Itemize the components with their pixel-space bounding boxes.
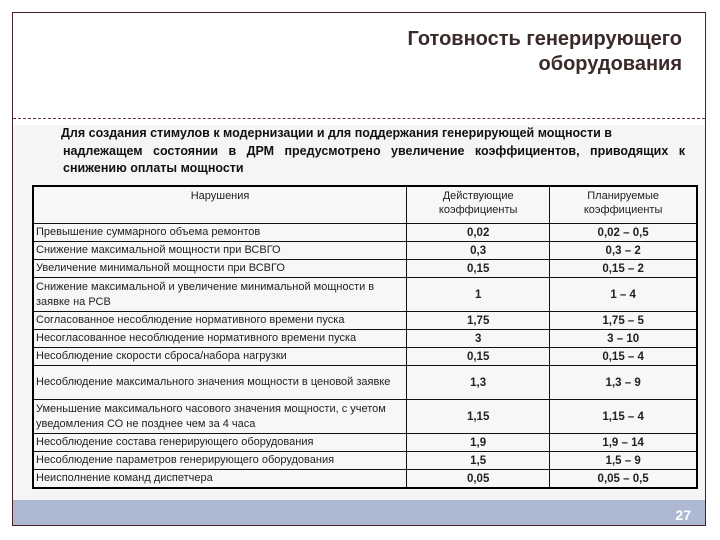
- planned-cell: 1,15 – 4: [550, 400, 697, 434]
- table-row: [33, 434, 697, 452]
- current-cell: 0,05: [407, 470, 550, 489]
- current-cell: 0,02: [407, 224, 550, 242]
- table-row: [33, 312, 697, 330]
- table-row: [33, 470, 697, 489]
- planned-cell: 1,5 – 9: [550, 452, 697, 470]
- current-cell: 3: [407, 330, 550, 348]
- current-cell: 1,5: [407, 452, 550, 470]
- table-header-row: [33, 186, 697, 224]
- table-row: [33, 366, 697, 400]
- title-line-2: оборудования: [538, 53, 682, 75]
- planned-cell: 1,3 – 9: [550, 366, 697, 400]
- planned-cell: 0,02 – 0,5: [550, 224, 697, 242]
- violation-cell: Неисполнение команд диспетчера: [33, 470, 407, 489]
- violation-cell: Превышение суммарного объема ремонтов: [33, 224, 407, 242]
- table-row: [33, 260, 697, 278]
- table-row: [33, 400, 697, 434]
- table-row: [33, 348, 697, 366]
- planned-cell: 0,05 – 0,5: [550, 470, 697, 489]
- violation-cell: Снижение максимальной мощности при ВСВГО: [33, 242, 407, 260]
- header-planned: Планируемые коэффициенты: [550, 186, 697, 224]
- violation-cell: Согласованное несоблюдение нормативного времени пуска: [33, 312, 407, 330]
- header-violations: Нарушения: [33, 186, 407, 224]
- table-row: [33, 452, 697, 470]
- table-row: [33, 278, 697, 312]
- coefficients-table: [32, 185, 698, 489]
- table-row: [33, 242, 697, 260]
- planned-cell: 0,15 – 4: [550, 348, 697, 366]
- planned-cell: 0,15 – 2: [550, 260, 697, 278]
- violation-cell: Уменьшение максимального часового значения мощности, с учетом уведомления СО не позднее чем за 4 часа: [33, 400, 407, 434]
- violation-cell: Несоблюдение максимального значения мощности в ценовой заявке: [33, 366, 407, 400]
- violation-cell: Снижение максимальной и увеличение минимальной мощности в заявке на РСВ: [33, 278, 407, 312]
- violation-cell: Несоблюдение параметров генерирующего оборудования: [33, 452, 407, 470]
- title-line-1: Готовность генерирующего: [407, 28, 682, 50]
- current-cell: 1: [407, 278, 550, 312]
- current-cell: 1,15: [407, 400, 550, 434]
- header-current: Действующие коэффициенты: [407, 186, 550, 224]
- slide-frame: [12, 12, 706, 526]
- current-cell: 0,15: [407, 348, 550, 366]
- current-cell: 1,3: [407, 366, 550, 400]
- violation-cell: Увеличение минимальной мощности при ВСВГО: [33, 260, 407, 278]
- current-cell: 0,15: [407, 260, 550, 278]
- table-row: [33, 330, 697, 348]
- violation-cell: Несоблюдение скорости сброса/набора нагрузки: [33, 348, 407, 366]
- current-cell: 1,75: [407, 312, 550, 330]
- planned-cell: 1 – 4: [550, 278, 697, 312]
- page-number: 27: [675, 507, 691, 523]
- planned-cell: 1,9 – 14: [550, 434, 697, 452]
- intro-rest: надлежащем состоянии в ДРМ предусмотрено увеличение коэффициентов, приводящих к снижению оплаты мощности: [63, 143, 685, 175]
- planned-cell: 1,75 – 5: [550, 312, 697, 330]
- footer-band: [13, 500, 705, 525]
- title-divider: [13, 118, 705, 119]
- planned-cell: 3 – 10: [550, 330, 697, 348]
- violation-cell: Несогласованное несоблюдение нормативного времени пуска: [33, 330, 407, 348]
- current-cell: 1,9: [407, 434, 550, 452]
- intro-line-1: Для создания стимулов к модернизации и для поддержания генерирующей мощности в: [61, 126, 612, 140]
- planned-cell: 0,3 – 2: [550, 242, 697, 260]
- violation-cell: Несоблюдение состава генерирующего оборудования: [33, 434, 407, 452]
- slide-title: [282, 27, 682, 77]
- intro-paragraph: [61, 125, 685, 178]
- current-cell: 0,3: [407, 242, 550, 260]
- table-row: [33, 224, 697, 242]
